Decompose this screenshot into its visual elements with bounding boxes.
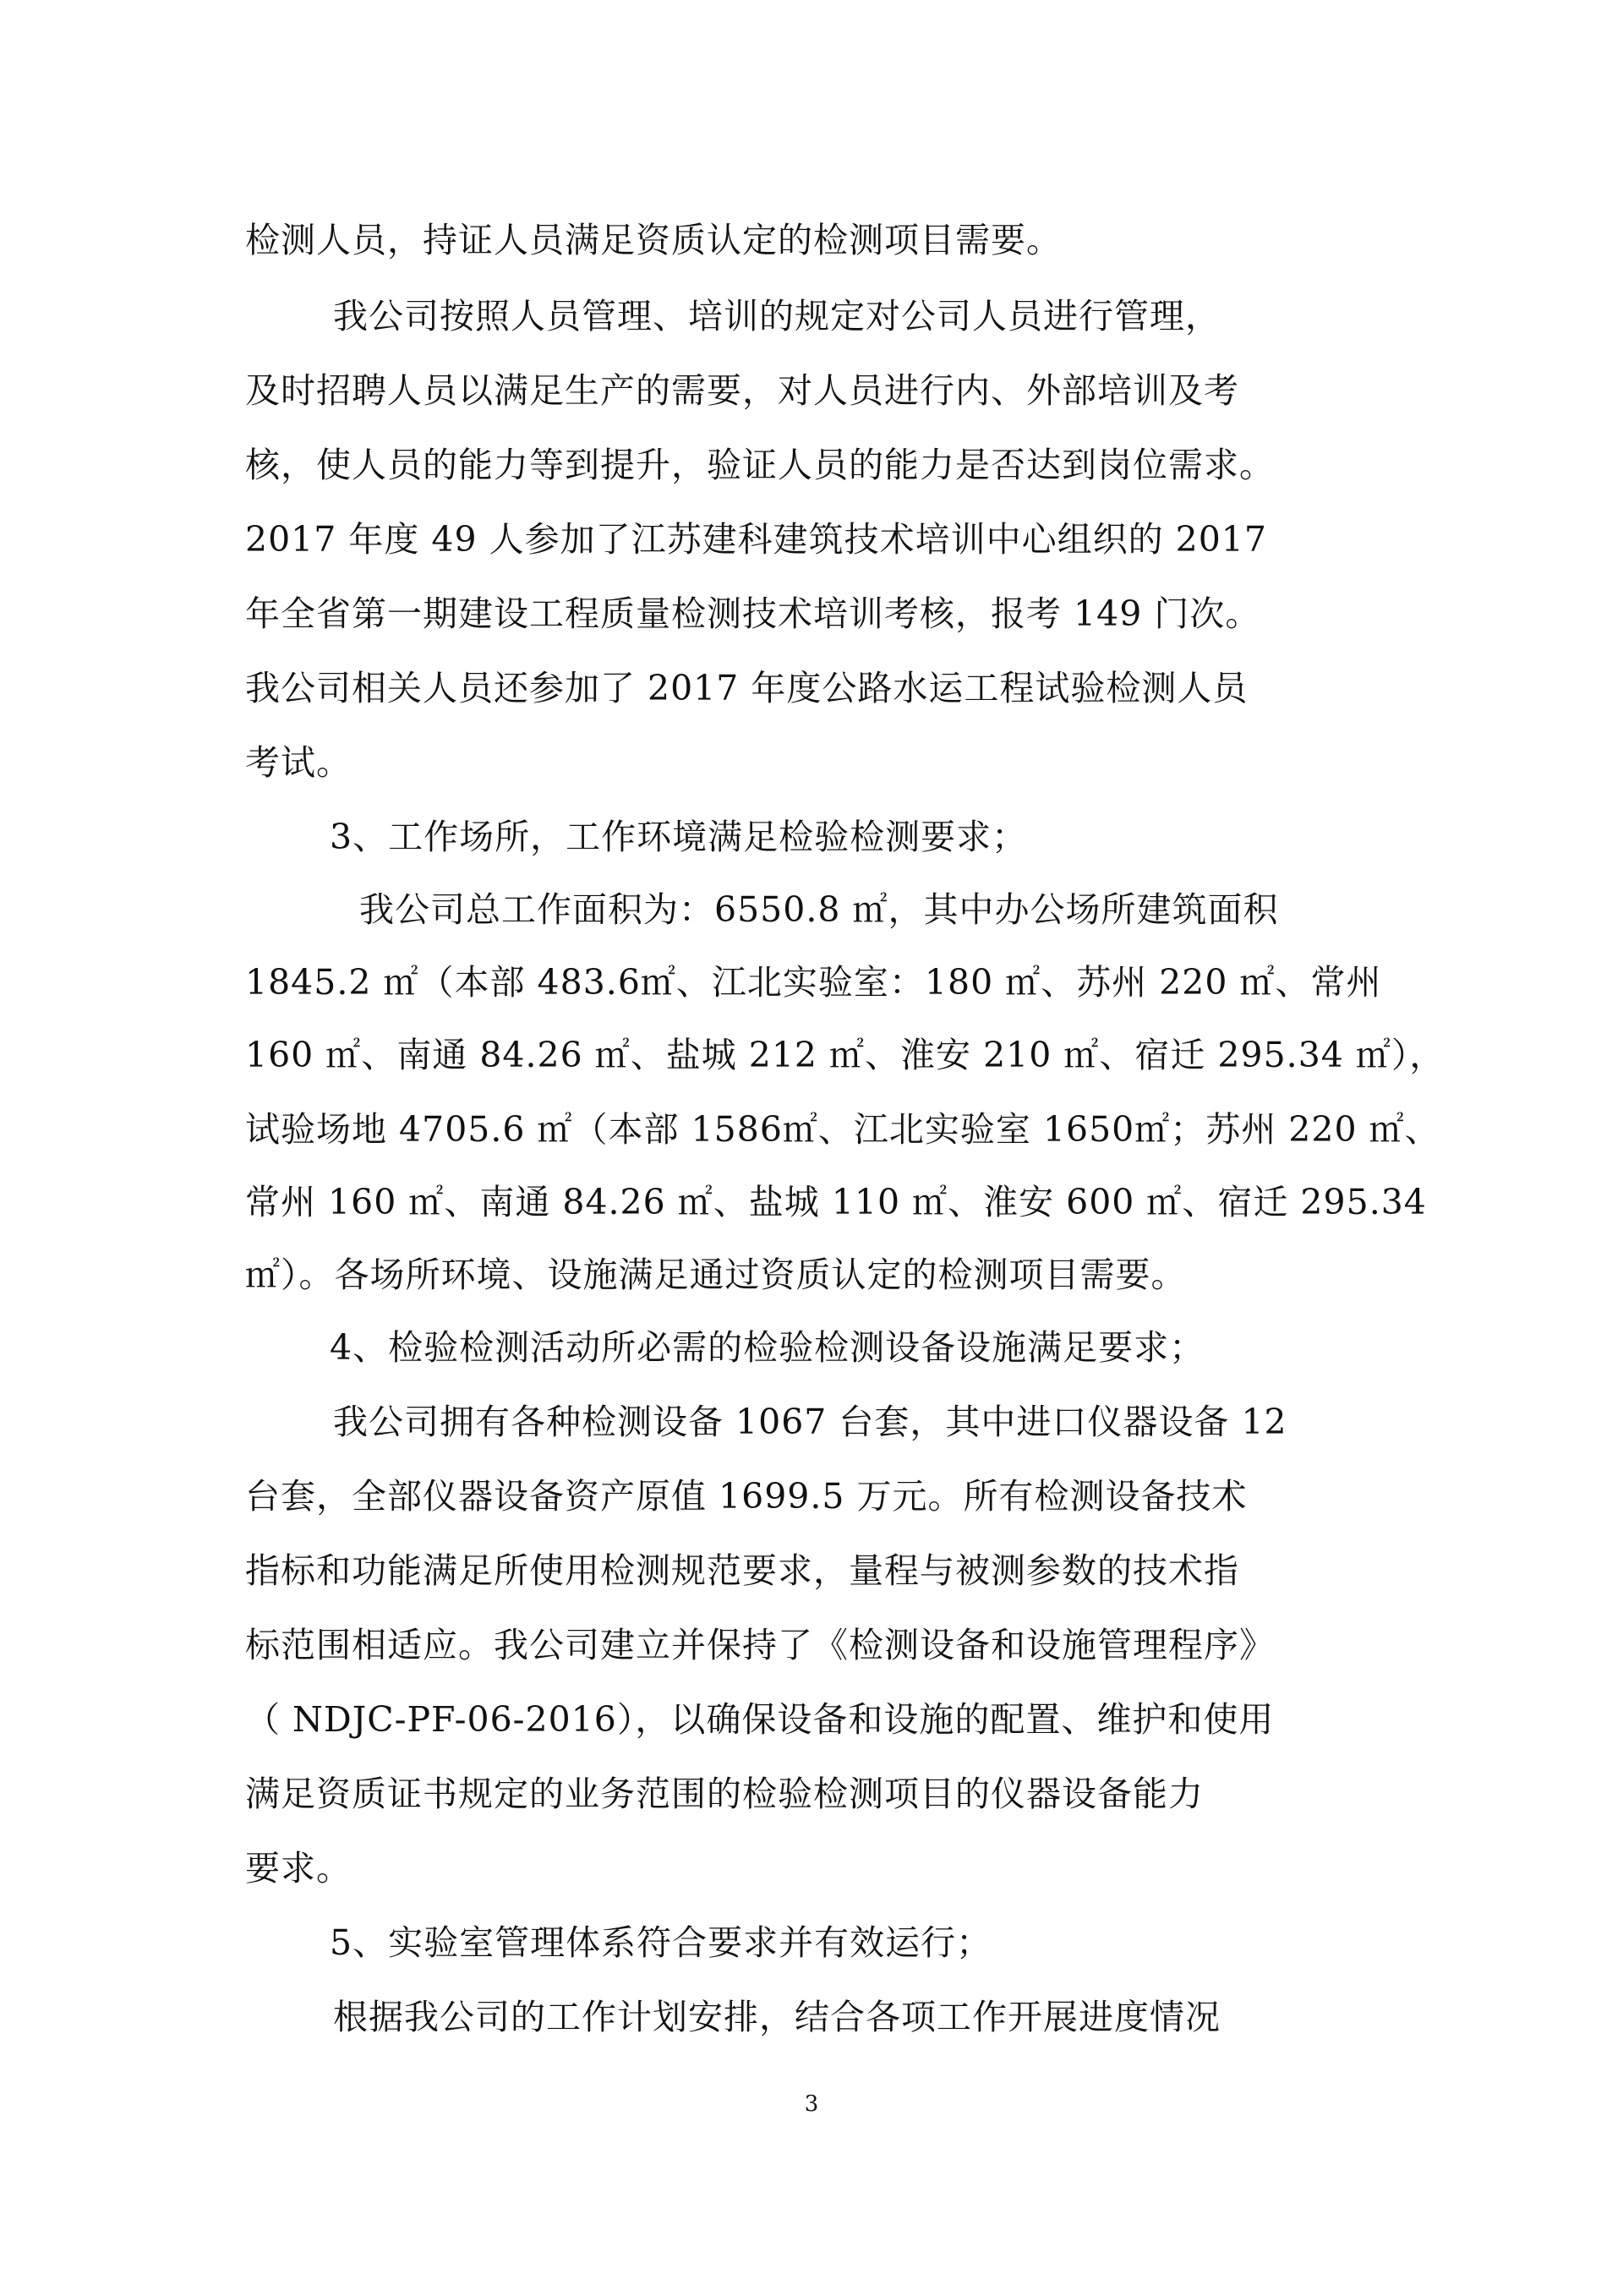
page-number: 3: [804, 2091, 819, 2117]
text-line: 我公司拥有各种检测设备 1067 台套，其中进口仪器设备 12: [333, 1402, 1287, 1442]
text-line: 台套，全部仪器设备资产原值 1699.5 万元。所有检测设备技术: [245, 1476, 1248, 1517]
section-heading-5: 5、实验室管理体系符合要求并有效运行；: [330, 1922, 992, 1963]
text-line: 160 ㎡、南通 84.26 ㎡、盐城 212 ㎡、淮安 210 ㎡、宿迁 295.34 ㎡），: [245, 1035, 1445, 1075]
text-line: 1845.2 ㎡（本部 483.6㎡、江北实验室：180 ㎡、苏州 220 ㎡、常州: [245, 962, 1382, 1003]
text-line: （ NDJC-PF-06-2016），以确保设备和设施的配置、维护和使用: [245, 1699, 1275, 1740]
text-line: 我公司按照人员管理、培训的规定对公司人员进行管理，: [333, 296, 1221, 336]
text-line: 考试。: [245, 742, 352, 783]
text-line: 年全省第一期建设工程质量检测技术培训考核，报考 149 门次。: [245, 593, 1261, 634]
text-line: 指标和功能满足所使用检测规范要求，量程与被测参数的技术指: [245, 1550, 1239, 1591]
text-line: 常州 160 ㎡、南通 84.26 ㎡、盐城 110 ㎡、淮安 600 ㎡、宿迁 295.34: [245, 1182, 1427, 1222]
text-line: 试验场地 4705.6 ㎡（本部 1586㎡、江北实验室 1650㎡；苏州 220 ㎡、: [245, 1109, 1440, 1150]
text-line: 检测人员，持证人员满足资质认定的检测项目需要。: [245, 220, 1062, 260]
text-line: 要求。: [245, 1848, 352, 1889]
text-line: 我公司相关人员还参加了 2017 年度公路水运工程试验检测人员: [245, 668, 1249, 708]
text-line: 我公司总工作面积为：6550.8 ㎡，其中办公场所建筑面积: [359, 889, 1279, 930]
text-line: 根据我公司的工作计划安排，结合各项工作开展进度情况: [333, 1997, 1221, 2037]
text-line: 2017 年度 49 人参加了江苏建科建筑技术培训中心组织的 2017: [245, 519, 1267, 560]
section-heading-4: 4、检验检测活动所必需的检验检测设备设施满足要求；: [330, 1327, 1205, 1368]
section-heading-3: 3、工作场所，工作环境满足检验检测要求；: [330, 817, 1028, 857]
text-line: ㎡）。各场所环境、设施满足通过资质认定的检测项目需要。: [245, 1255, 1187, 1295]
text-line: 核，使人员的能力等到提升，验证人员的能力是否达到岗位需求。: [245, 445, 1275, 485]
text-line: 标范围相适应。我公司建立并保持了《检测设备和设施管理程序》: [245, 1625, 1275, 1665]
text-line: 满足资质证书规定的业务范围的检验检测项目的仪器设备能力: [245, 1774, 1204, 1814]
text-line: 及时招聘人员以满足生产的需要，对人员进行内、外部培训及考: [245, 370, 1239, 411]
